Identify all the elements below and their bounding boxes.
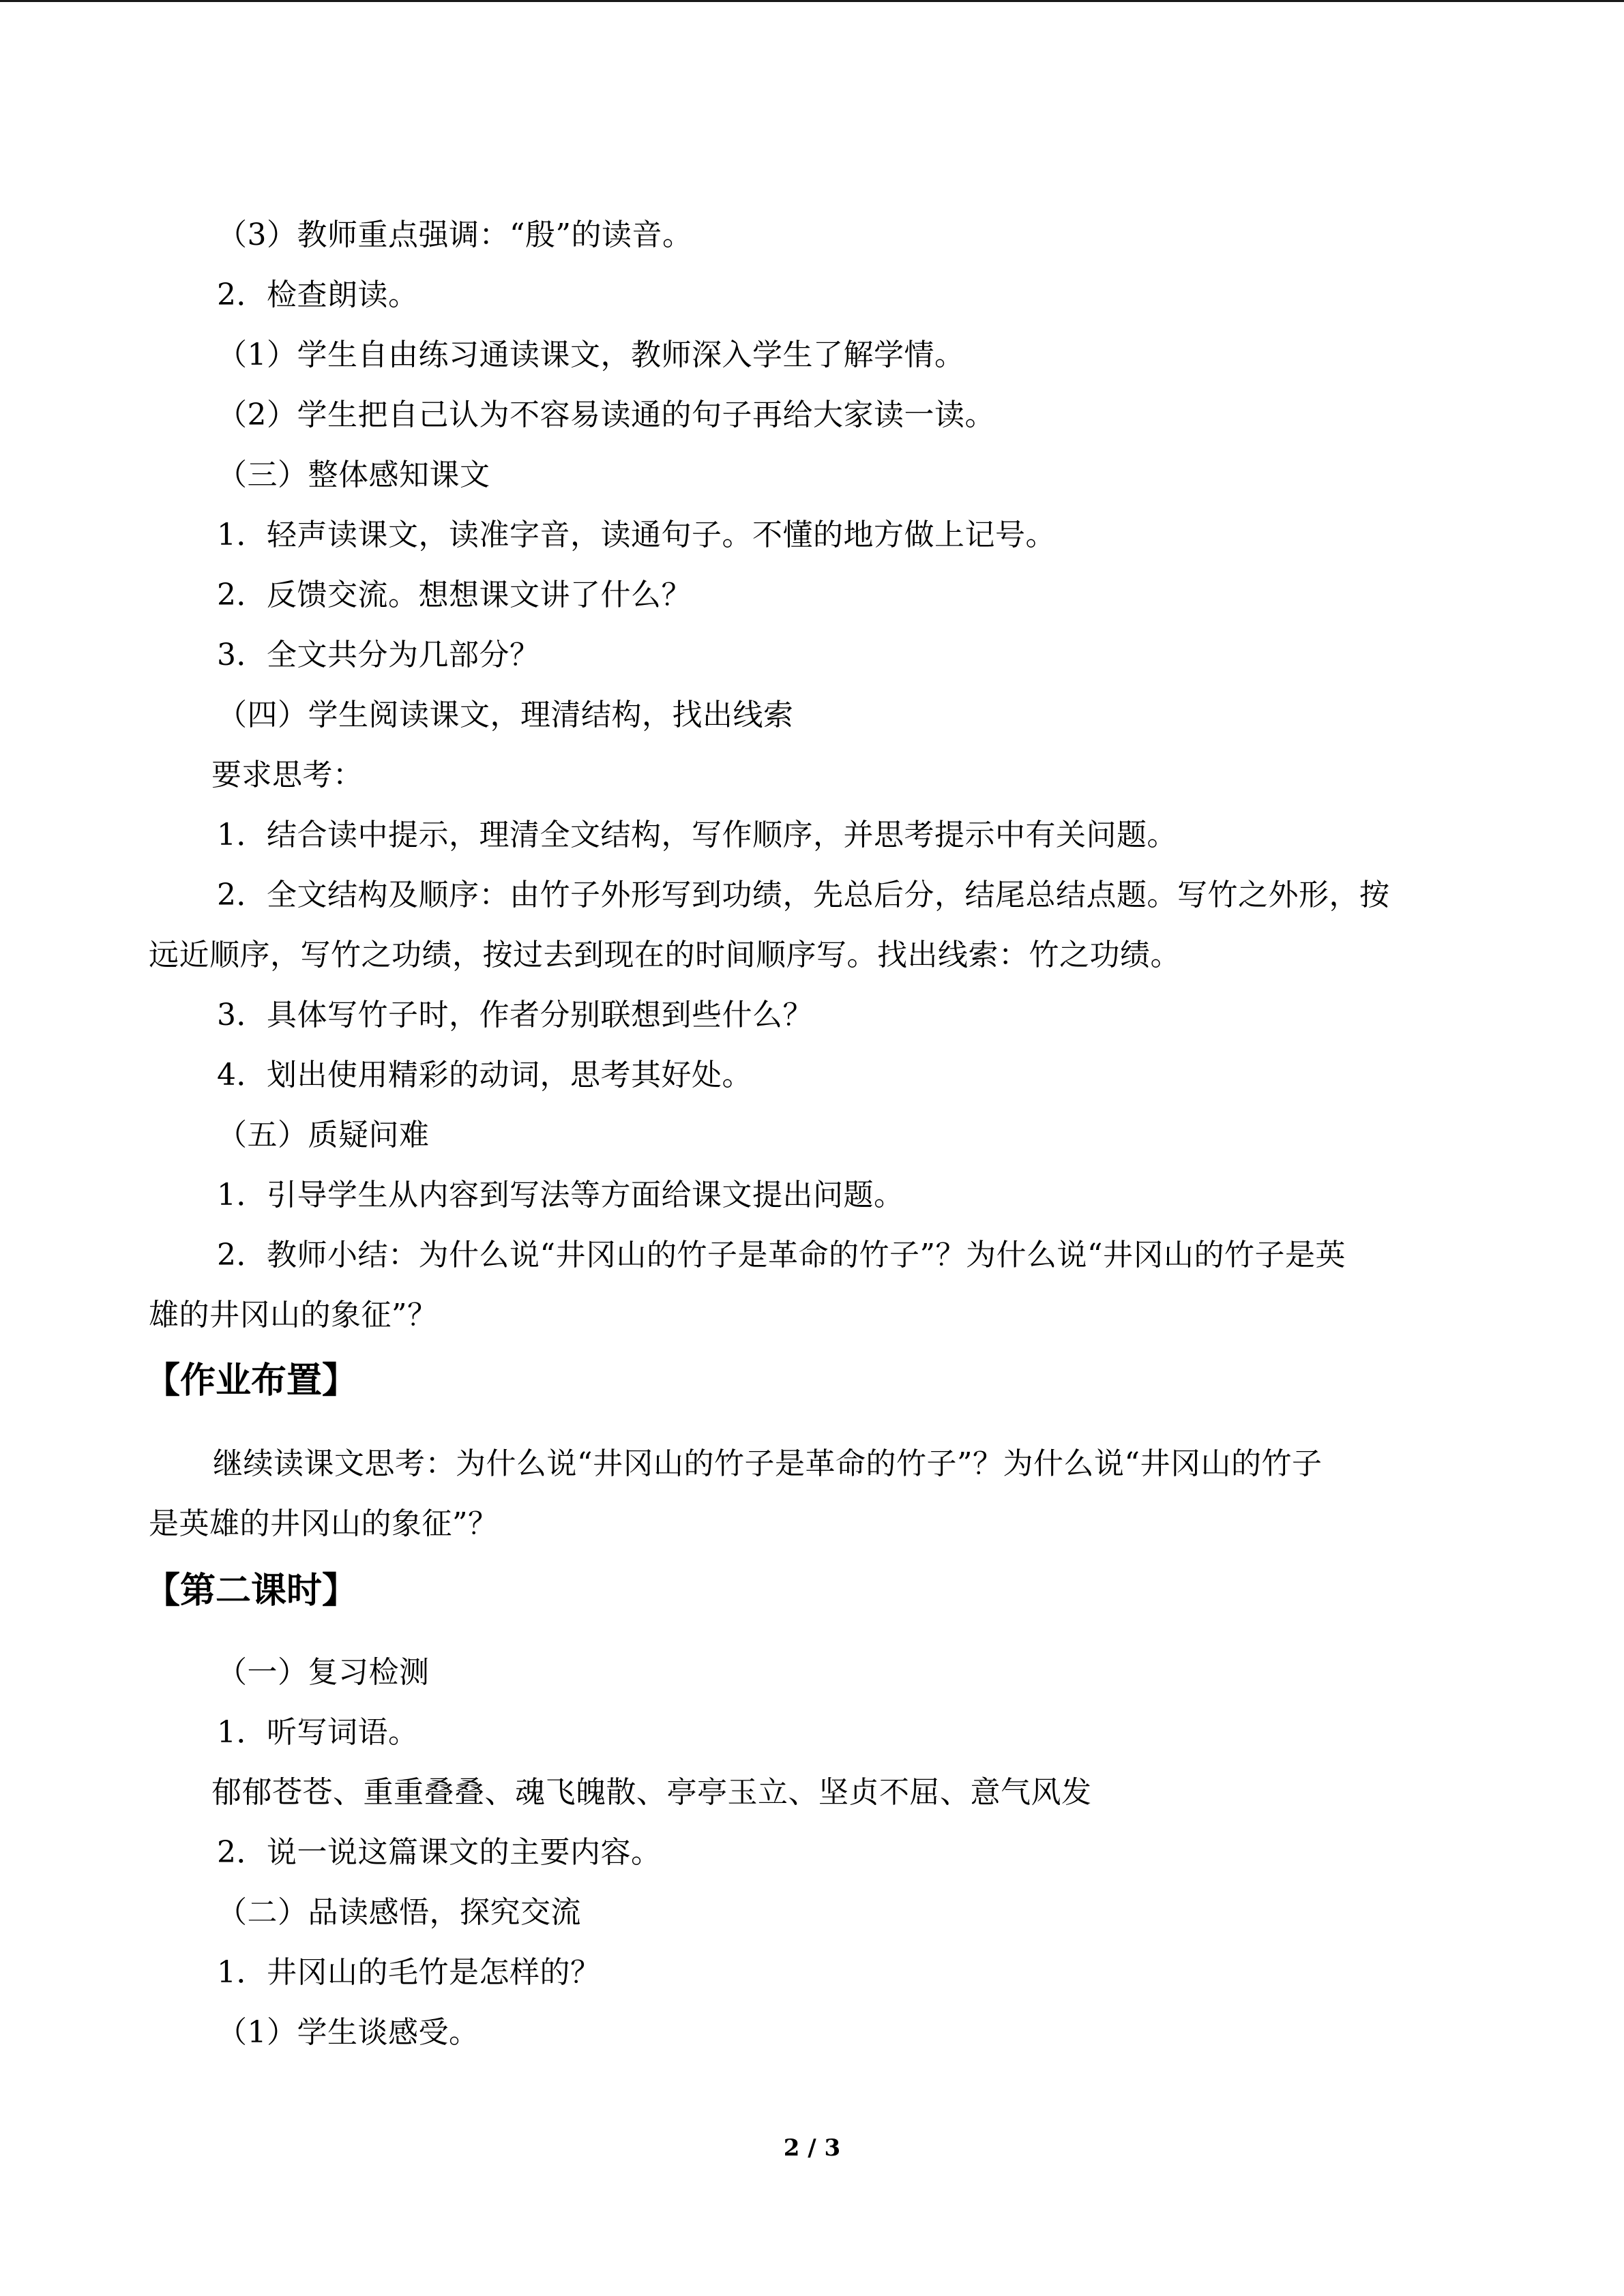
text-line: 2．检查朗读。 <box>217 278 419 312</box>
text-line: 2．教师小结：为什么说“井冈山的竹子是革命的竹子”？为什么说“井冈山的竹子是英 <box>217 1238 1346 1272</box>
section-heading-second-lesson: 【第二课时】 <box>145 1570 358 1611</box>
section-subheading: （四）学生阅读课文，理清结构，找出线索 <box>217 698 794 732</box>
text-line: 1．听写词语。 <box>217 1715 419 1750</box>
text-line: 1．引导学生从内容到写法等方面给课文提出问题。 <box>217 1178 904 1212</box>
section-subheading: （二）品读感悟，探究交流 <box>217 1895 581 1930</box>
text-line: 2．全文结构及顺序：由竹子外形写到功绩，先总后分，结尾总结点题。写竹之外形，按 <box>217 878 1390 912</box>
section-heading-homework: 【作业布置】 <box>145 1360 358 1401</box>
top-border-rule <box>0 0 1624 2</box>
text-line: （1）学生谈感受。 <box>217 2015 479 2050</box>
text-line: 继续读课文思考：为什么说“井冈山的竹子是革命的竹子”？为什么说“井冈山的竹子 <box>213 1446 1323 1481</box>
text-line: 3．具体写竹子时，作者分别联想到些什么？ <box>217 998 813 1032</box>
text-line: 2．说一说这篇课文的主要内容。 <box>217 1835 662 1870</box>
text-line: 要求思考： <box>211 758 364 792</box>
text-line: 3．全文共分为几部分？ <box>217 638 540 672</box>
text-line: （3）教师重点强调：“殷”的读音。 <box>217 218 693 252</box>
text-line-continuation: 是英雄的井冈山的象征”？ <box>149 1506 499 1541</box>
text-line: 2．反馈交流。想想课文讲了什么？ <box>217 578 692 612</box>
section-subheading: （一）复习检测 <box>217 1655 430 1690</box>
text-line-continuation: 雄的井冈山的象征”？ <box>149 1298 438 1332</box>
text-line: 1．轻声读课文，读准字音，读通句子。不懂的地方做上记号。 <box>217 518 1056 552</box>
section-subheading: （五）质疑问难 <box>217 1118 430 1152</box>
text-line: （1）学生自由练习通读课文，教师深入学生了解学情。 <box>217 338 965 372</box>
text-line: （2）学生把自己认为不容易读通的句子再给大家读一读。 <box>217 398 995 432</box>
text-line: 4．划出使用精彩的动词，思考其好处。 <box>217 1058 752 1092</box>
text-line: 1．井冈山的毛竹是怎样的？ <box>217 1955 601 1990</box>
page-number: 2 / 3 <box>783 2134 841 2162</box>
text-line: 1．结合读中提示，理清全文结构，写作顺序，并思考提示中有关问题。 <box>217 818 1177 852</box>
text-line-continuation: 远近顺序，写竹之功绩，按过去到现在的时间顺序写。找出线索：竹之功绩。 <box>149 938 1181 972</box>
section-subheading: （三）整体感知课文 <box>217 458 490 492</box>
text-line: 郁郁苍苍、重重叠叠、魂飞魄散、亭亭玉立、坚贞不屈、意气风发 <box>211 1775 1092 1810</box>
